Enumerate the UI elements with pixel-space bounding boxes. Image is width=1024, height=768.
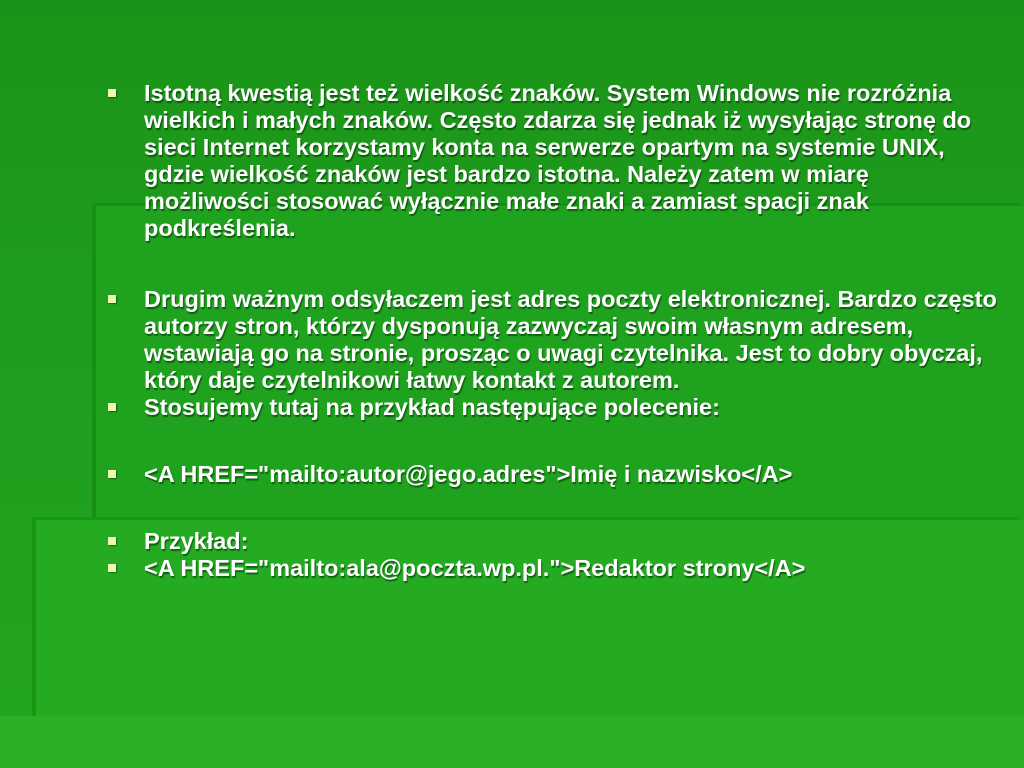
bullet-text: Istotną kwestią jest też wielkość znaków. System Windows nie rozróżnia wielkich i małych znaków. Często zdarza się jednak iż wysyłając stronę do sieci Internet korzystamy konta na serwerze opartym na systemie UNIX, gdzie wielkość znaków jest bardzo istotna. Należy zatem w miarę możliwości stosować wyłącznie małe znaki a zamiast spacji znak podkreślenia.: [144, 80, 972, 241]
bullet-item-example-label: [100, 528, 1000, 555]
bullet-item-mailto-template: [100, 461, 1000, 488]
bullet-text: <A HREF="mailto:autor@jego.adres">Imię i nazwisko</A>: [144, 461, 793, 487]
square-bullet-icon: [108, 564, 116, 572]
bullet-item-mailto-example: [100, 555, 1000, 582]
bullet-list: [100, 80, 1000, 582]
square-bullet-icon: [108, 89, 116, 97]
bullet-text: Drugim ważnym odsyłaczem jest adres poczty elektronicznej. Bardzo często autorzy stron, którzy dysponują zazwyczaj swoim własnym adresem, wstawiają go na stronie, prosząc o uwagi czytelnika. Jest to dobry obyczaj, który daje czytelnikowi łatwy kontakt z autorem.: [144, 286, 997, 393]
square-bullet-icon: [108, 470, 116, 478]
bullet-item-email-link: [100, 286, 1000, 394]
bullet-text: Stosujemy tutaj na przykład następujące polecenie:: [144, 394, 720, 420]
bullet-text: Przykład:: [144, 528, 249, 554]
bullet-text: <A HREF="mailto:ala@poczta.wp.pl.">Redaktor strony</A>: [144, 555, 806, 581]
square-bullet-icon: [108, 403, 116, 411]
decorative-panel: [0, 716, 1024, 768]
square-bullet-icon: [108, 537, 116, 545]
bullet-item-windows-case: [100, 80, 1000, 242]
square-bullet-icon: [108, 295, 116, 303]
bullet-item-command-intro: [100, 394, 1000, 421]
